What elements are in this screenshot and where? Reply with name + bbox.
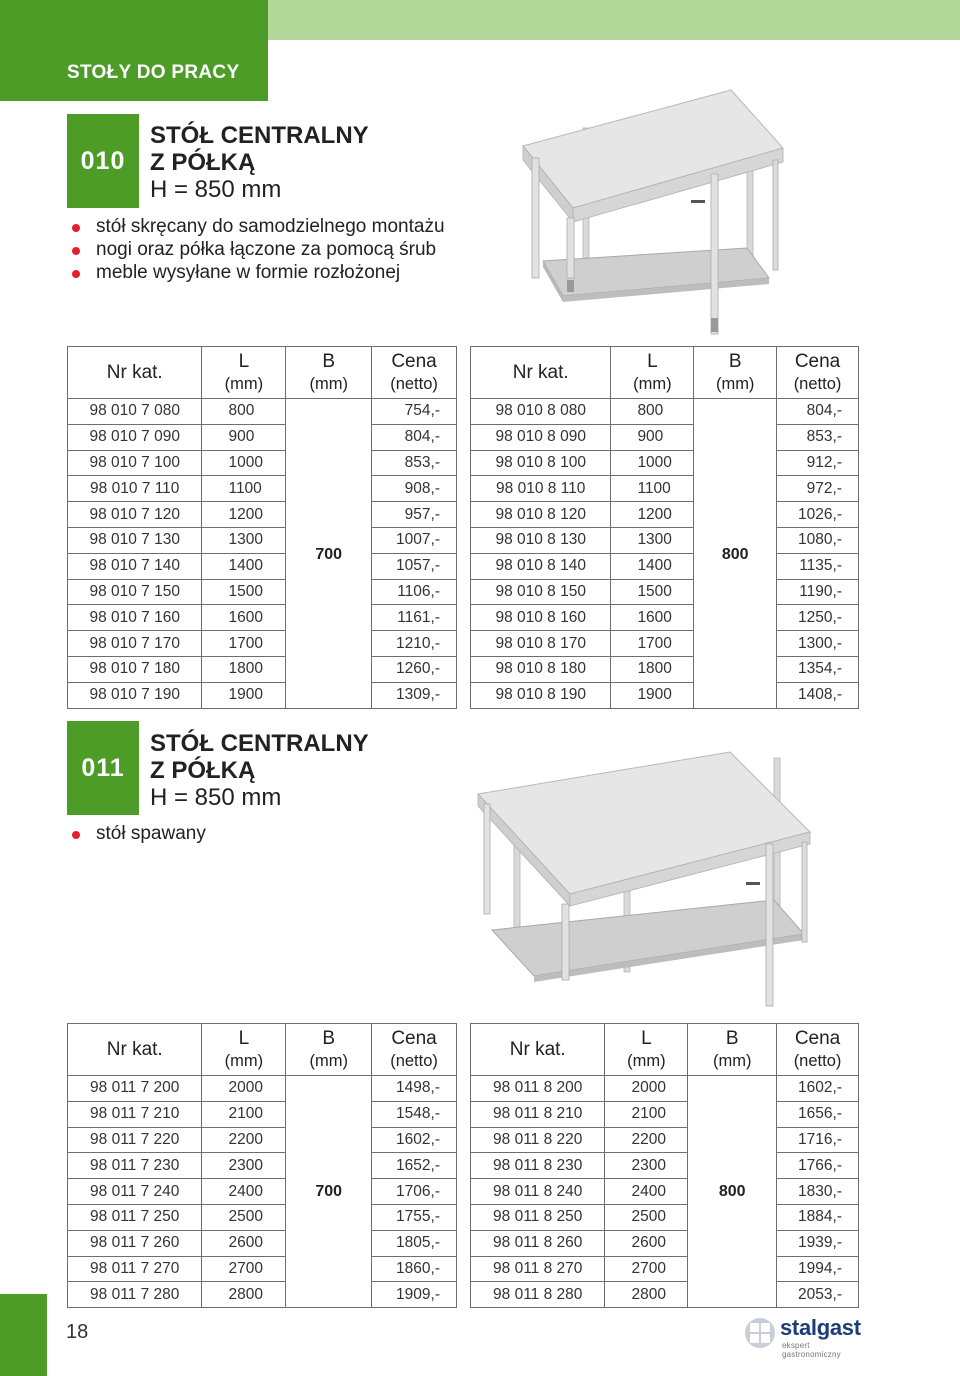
length-cell: 2100 [605, 1101, 688, 1127]
table-row [471, 476, 859, 502]
catalog-number-cell: 98 010 8 110 [471, 476, 611, 502]
table-010-illustration [515, 88, 785, 338]
product-title-line2: Z PÓŁKĄ [150, 149, 256, 176]
length-cell: 1400 [611, 553, 694, 579]
header-width: B (mm) [286, 1024, 372, 1076]
feature-item: nogi oraz półka łączone za pomocą śrub [72, 238, 445, 261]
header-width: B (mm) [688, 1024, 777, 1076]
catalog-number-cell: 98 011 7 280 [68, 1282, 202, 1308]
table-row [68, 656, 457, 682]
table-row [68, 631, 457, 657]
length-cell: 900 [611, 424, 694, 450]
stalgast-logo-icon [744, 1317, 776, 1349]
table-row [471, 1153, 859, 1179]
length-cell: 2300 [202, 1153, 286, 1179]
price-cell: 804,- [777, 399, 859, 425]
length-cell: 1600 [611, 605, 694, 631]
catalog-number-cell: 98 010 8 090 [471, 424, 611, 450]
catalog-number-cell: 98 010 7 150 [68, 579, 202, 605]
catalog-number-cell: 98 011 8 220 [471, 1127, 605, 1153]
table-row [471, 579, 859, 605]
length-cell: 1000 [611, 450, 694, 476]
price-table-010-700 [67, 346, 457, 709]
product-011-features [72, 822, 206, 845]
table-row [471, 1282, 859, 1308]
length-cell: 2500 [605, 1204, 688, 1230]
price-cell: 1548,- [372, 1101, 457, 1127]
catalog-number-cell: 98 010 8 080 [471, 399, 611, 425]
table-row [471, 631, 859, 657]
product-title-line2: Z PÓŁKĄ [150, 757, 256, 784]
table-row [68, 605, 457, 631]
price-cell: 1602,- [372, 1127, 457, 1153]
catalog-number-cell: 98 010 7 090 [68, 424, 202, 450]
product-code-010 [67, 114, 139, 208]
table-011-illustration [474, 748, 814, 1010]
table-row [68, 1127, 457, 1153]
catalog-number-cell: 98 010 7 170 [68, 631, 202, 657]
header-nr-kat: Nr kat. [68, 1024, 202, 1076]
header-price: Cena (netto) [372, 1024, 457, 1076]
price-cell: 1309,- [372, 682, 457, 708]
header-nr-kat: Nr kat. [471, 347, 611, 399]
table-row [471, 553, 859, 579]
feature-item: stół skręcany do samodzielnego montażu [72, 215, 445, 238]
header-width: B (mm) [286, 347, 372, 399]
catalog-number-cell: 98 010 7 160 [68, 605, 202, 631]
product-code-011 [67, 721, 139, 815]
catalog-number-cell: 98 010 8 100 [471, 450, 611, 476]
catalog-number-cell: 98 011 7 260 [68, 1230, 202, 1256]
stalgast-logo [744, 1315, 864, 1359]
length-cell: 1100 [202, 476, 286, 502]
header-length: L (mm) [202, 1024, 286, 1076]
table-row [68, 1230, 457, 1256]
price-cell: 1805,- [372, 1230, 457, 1256]
product-code-label: 010 [80, 147, 126, 175]
catalog-number-cell: 98 010 8 160 [471, 605, 611, 631]
price-cell: 1652,- [372, 1153, 457, 1179]
price-cell: 1190,- [777, 579, 859, 605]
price-cell: 804,- [372, 424, 457, 450]
price-cell: 1939,- [777, 1230, 859, 1256]
price-cell: 1755,- [372, 1204, 457, 1230]
section-title: STOŁY DO PRACY [0, 40, 268, 101]
catalog-number-cell: 98 010 7 140 [68, 553, 202, 579]
feature-item: stół spawany [72, 822, 206, 845]
width-cell: 700 [286, 1076, 372, 1308]
width-cell: 800 [688, 1076, 777, 1308]
price-cell: 972,- [777, 476, 859, 502]
price-cell: 1498,- [372, 1076, 457, 1102]
price-cell: 912,- [777, 450, 859, 476]
price-cell: 1706,- [372, 1179, 457, 1205]
price-cell: 1354,- [777, 656, 859, 682]
length-cell: 1500 [611, 579, 694, 605]
catalog-number-cell: 98 011 7 220 [68, 1127, 202, 1153]
price-cell: 1884,- [777, 1204, 859, 1230]
table-row [68, 476, 457, 502]
length-cell: 1200 [202, 502, 286, 528]
brand-name: stalgast [780, 1315, 861, 1340]
table-row [68, 1282, 457, 1308]
price-cell: 1408,- [777, 682, 859, 708]
catalog-number-cell: 98 011 8 200 [471, 1076, 605, 1102]
top-color-bar [0, 0, 960, 40]
catalog-number-cell: 98 011 7 270 [68, 1256, 202, 1282]
table-row [471, 450, 859, 476]
table-row [68, 424, 457, 450]
product-011-title [150, 730, 369, 811]
table-row [68, 682, 457, 708]
table-row [471, 1179, 859, 1205]
header-price: Cena (netto) [372, 347, 457, 399]
table-row [68, 527, 457, 553]
header-width: B (mm) [694, 347, 777, 399]
price-cell: 2053,- [777, 1282, 859, 1308]
length-cell: 1100 [611, 476, 694, 502]
price-cell: 957,- [372, 502, 457, 528]
price-table-010-800 [470, 346, 859, 709]
header-nr-kat: Nr kat. [471, 1024, 605, 1076]
catalog-number-cell: 98 011 8 250 [471, 1204, 605, 1230]
table-row [471, 682, 859, 708]
catalog-number-cell: 98 011 8 270 [471, 1256, 605, 1282]
catalog-number-cell: 98 011 8 230 [471, 1153, 605, 1179]
length-cell: 900 [202, 424, 286, 450]
length-cell: 1600 [202, 605, 286, 631]
price-cell: 853,- [372, 450, 457, 476]
catalog-number-cell: 98 010 7 190 [68, 682, 202, 708]
catalog-number-cell: 98 010 8 120 [471, 502, 611, 528]
price-cell: 1830,- [777, 1179, 859, 1205]
product-010-title [150, 122, 369, 203]
length-cell: 800 [611, 399, 694, 425]
header-nr-kat: Nr kat. [68, 347, 202, 399]
table-row [471, 502, 859, 528]
length-cell: 2700 [605, 1256, 688, 1282]
catalog-number-cell: 98 011 8 280 [471, 1282, 605, 1308]
catalog-number-cell: 98 010 8 180 [471, 656, 611, 682]
table-row [471, 399, 859, 425]
product-code-label: 011 [81, 754, 125, 782]
catalog-number-cell: 98 010 8 140 [471, 553, 611, 579]
catalog-number-cell: 98 010 7 080 [68, 399, 202, 425]
price-cell: 1210,- [372, 631, 457, 657]
length-cell: 1400 [202, 553, 286, 579]
top-bar-dark-segment [0, 0, 268, 40]
table-row [68, 1256, 457, 1282]
price-table-011-800 [470, 1023, 859, 1308]
price-cell: 1007,- [372, 527, 457, 553]
catalog-number-cell: 98 010 7 100 [68, 450, 202, 476]
price-cell: 1909,- [372, 1282, 457, 1308]
length-cell: 1300 [611, 527, 694, 553]
product-height: H = 850 mm [150, 784, 282, 811]
width-cell: 700 [286, 399, 372, 709]
catalog-number-cell: 98 011 8 240 [471, 1179, 605, 1205]
table-row [471, 1101, 859, 1127]
length-cell: 2500 [202, 1204, 286, 1230]
length-cell: 2800 [605, 1282, 688, 1308]
catalog-number-cell: 98 011 7 250 [68, 1204, 202, 1230]
table-row [68, 399, 457, 425]
price-cell: 1250,- [777, 605, 859, 631]
table-row [68, 1076, 457, 1102]
table-row [471, 605, 859, 631]
length-cell: 1300 [202, 527, 286, 553]
table-row [68, 1101, 457, 1127]
price-table-011-700 [67, 1023, 457, 1308]
length-cell: 2000 [605, 1076, 688, 1102]
length-cell: 2000 [202, 1076, 286, 1102]
price-cell: 754,- [372, 399, 457, 425]
catalog-number-cell: 98 010 7 130 [68, 527, 202, 553]
table-row [471, 1256, 859, 1282]
price-cell: 1260,- [372, 656, 457, 682]
length-cell: 1700 [202, 631, 286, 657]
feature-item: meble wysyłane w formie rozłożonej [72, 261, 445, 284]
table-row [68, 502, 457, 528]
length-cell: 1000 [202, 450, 286, 476]
product-title-line1: STÓŁ CENTRALNY [150, 730, 369, 757]
header-price: Cena (netto) [777, 1024, 859, 1076]
table-row [68, 553, 457, 579]
length-cell: 2100 [202, 1101, 286, 1127]
table-row [471, 527, 859, 553]
price-cell: 1716,- [777, 1127, 859, 1153]
catalog-number-cell: 98 011 7 230 [68, 1153, 202, 1179]
header-length: L (mm) [202, 347, 286, 399]
table-row [68, 579, 457, 605]
catalog-number-cell: 98 010 8 170 [471, 631, 611, 657]
catalog-number-cell: 98 011 8 210 [471, 1101, 605, 1127]
page-number-bar [0, 1294, 47, 1376]
length-cell: 2600 [605, 1230, 688, 1256]
catalog-number-cell: 98 010 8 150 [471, 579, 611, 605]
price-cell: 1161,- [372, 605, 457, 631]
price-cell: 1026,- [777, 502, 859, 528]
price-cell: 1300,- [777, 631, 859, 657]
product-010-features [72, 215, 445, 284]
header-length: L (mm) [605, 1024, 688, 1076]
length-cell: 2700 [202, 1256, 286, 1282]
table-row [471, 424, 859, 450]
catalog-number-cell: 98 011 7 200 [68, 1076, 202, 1102]
length-cell: 2200 [605, 1127, 688, 1153]
price-cell: 1994,- [777, 1256, 859, 1282]
length-cell: 1900 [202, 682, 286, 708]
length-cell: 2200 [202, 1127, 286, 1153]
length-cell: 2800 [202, 1282, 286, 1308]
length-cell: 2600 [202, 1230, 286, 1256]
price-cell: 1860,- [372, 1256, 457, 1282]
price-cell: 1656,- [777, 1101, 859, 1127]
length-cell: 2400 [605, 1179, 688, 1205]
table-row [68, 1204, 457, 1230]
catalog-number-cell: 98 010 7 120 [68, 502, 202, 528]
catalog-number-cell: 98 011 8 260 [471, 1230, 605, 1256]
table-row [471, 1204, 859, 1230]
width-cell: 800 [694, 399, 777, 709]
length-cell: 1500 [202, 579, 286, 605]
price-cell: 853,- [777, 424, 859, 450]
length-cell: 1800 [611, 656, 694, 682]
price-cell: 1602,- [777, 1076, 859, 1102]
price-cell: 908,- [372, 476, 457, 502]
top-bar-light-segment [268, 0, 960, 40]
catalog-number-cell: 98 010 7 110 [68, 476, 202, 502]
table-row [68, 1179, 457, 1205]
length-cell: 1700 [611, 631, 694, 657]
page-number: 18 [66, 1321, 89, 1343]
length-cell: 1900 [611, 682, 694, 708]
table-row [471, 1076, 859, 1102]
header-price: Cena (netto) [777, 347, 859, 399]
length-cell: 1200 [611, 502, 694, 528]
catalog-number-cell: 98 010 8 190 [471, 682, 611, 708]
price-cell: 1106,- [372, 579, 457, 605]
length-cell: 2300 [605, 1153, 688, 1179]
table-row [471, 656, 859, 682]
catalog-number-cell: 98 011 7 240 [68, 1179, 202, 1205]
product-title-line1: STÓŁ CENTRALNY [150, 122, 369, 149]
price-cell: 1135,- [777, 553, 859, 579]
catalog-number-cell: 98 010 8 130 [471, 527, 611, 553]
price-cell: 1057,- [372, 553, 457, 579]
catalog-number-cell: 98 010 7 180 [68, 656, 202, 682]
table-row [68, 450, 457, 476]
length-cell: 800 [202, 399, 286, 425]
price-cell: 1766,- [777, 1153, 859, 1179]
table-row [471, 1230, 859, 1256]
brand-tagline: ekspert gastronomiczny [782, 1341, 841, 1359]
catalog-number-cell: 98 011 7 210 [68, 1101, 202, 1127]
header-length: L (mm) [611, 347, 694, 399]
table-row [68, 1153, 457, 1179]
length-cell: 2400 [202, 1179, 286, 1205]
table-row [471, 1127, 859, 1153]
product-height: H = 850 mm [150, 176, 282, 203]
price-cell: 1080,- [777, 527, 859, 553]
length-cell: 1800 [202, 656, 286, 682]
